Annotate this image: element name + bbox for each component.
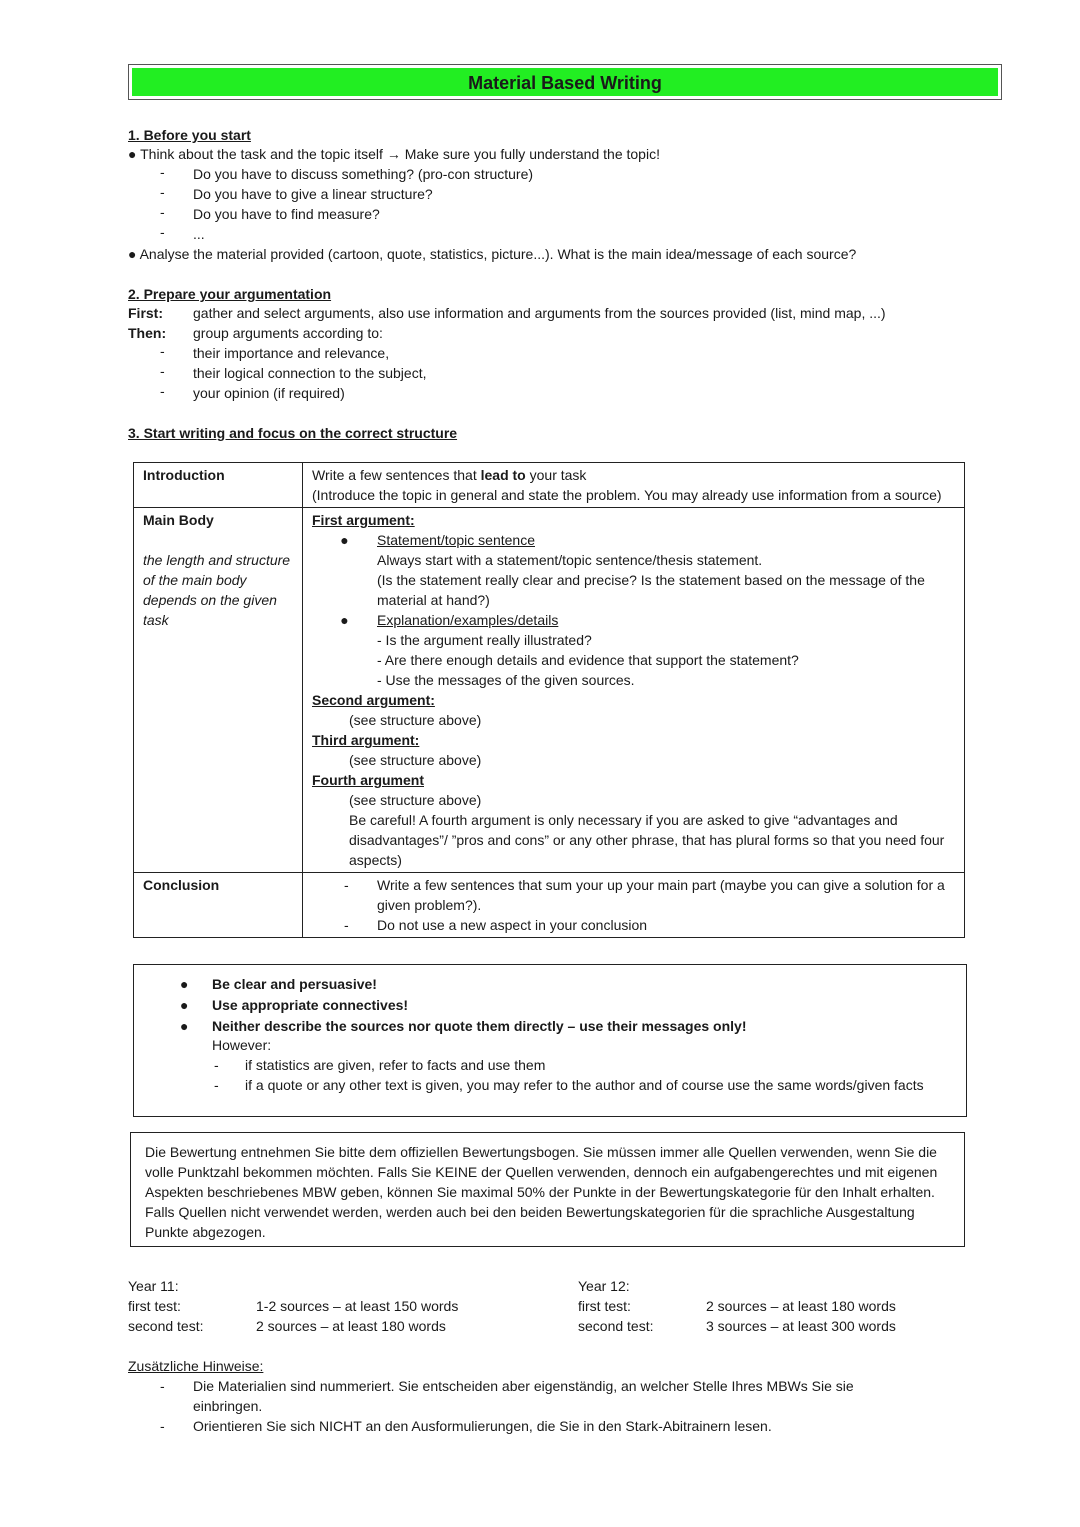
section1-bullet1-pre: Think about the task and the topic itself: [140, 146, 387, 162]
german-note: Die Bewertung entnehmen Sie bitte dem offiziellen Bewertungsbogen. Sie müssen immer alle Quellen verwenden, wenn Sie die volle Punktzahl bekommen möchten. Falls Sie KEINE der Quellen verwenden, dennoch ein aufgabengerechtes und mit eigenen Aspekten beschriebenes MBW geben, können Sie maximal 50% der Punkte in der Bewertungskategorie für den Inhalt erhalten. Falls Quellen nicht verwendet werden, werden auch bei den beiden Bewertungskategorien für die sprachliche Ausgestaltung Punkte abgezogen.: [145, 1144, 938, 1240]
section1-bullet2-text: Analyse the material provided (cartoon, quote, statistics, picture...). What is the main idea/message of each source?: [139, 246, 857, 262]
main-label: Main Body: [143, 512, 214, 528]
intro-bold: lead to: [480, 467, 526, 483]
conclusion-label: Conclusion: [134, 873, 303, 938]
fourth-text: (see structure above): [349, 792, 482, 808]
dash-icon: -: [160, 224, 165, 240]
then-label: Then:: [128, 325, 167, 341]
conclusion-cell: [303, 873, 965, 938]
explanation-item: - Are there enough details and evidence that support the statement?: [377, 652, 799, 668]
section1-item: ...: [193, 226, 205, 242]
intro-line2: (Introduce the topic in general and state the problem. You may already use information from a source): [312, 487, 942, 503]
dash-icon: -: [214, 1057, 219, 1073]
section2-item: your opinion (if required): [193, 385, 345, 401]
first-label: First:: [128, 305, 163, 321]
bullet-icon: ●: [128, 146, 137, 162]
second-text: (see structure above): [349, 712, 482, 728]
year12-label: Year 12:: [578, 1278, 630, 1294]
table-row: [134, 463, 965, 508]
second-argument: Second argument:: [312, 692, 435, 708]
bullet-icon: ●: [180, 976, 189, 992]
section1-item: Do you have to give a linear structure?: [193, 186, 433, 202]
dash-icon: -: [214, 1077, 219, 1093]
statement-line1: Always start with a statement/topic sentence/thesis statement.: [377, 552, 763, 568]
bullet-icon: ●: [340, 532, 349, 548]
section2-item: their importance and relevance,: [193, 345, 390, 361]
year12-first: 2 sources – at least 180 words: [706, 1298, 896, 1314]
year12-first-label: first test:: [578, 1298, 631, 1314]
fourth-note: Be careful! A fourth argument is only necessary if you are asked to give “advantages and disadvantages”/ ”pros and cons” or any other phrase, that has plural forms so that you need four aspects): [349, 812, 945, 868]
year12-second-label: second test:: [578, 1318, 654, 1334]
conclusion-item: [312, 915, 955, 935]
table-row: [134, 508, 965, 873]
year11-second-label: second test:: [128, 1318, 204, 1334]
explanation-item: - Is the argument really illustrated?: [377, 632, 592, 648]
intro-cell: [303, 463, 965, 508]
intro-label: Introduction: [134, 463, 303, 508]
arrow-right-icon: →: [386, 146, 401, 162]
intro-post: your task: [525, 467, 587, 483]
section1-item: Do you have to discuss something? (pro-con structure): [193, 166, 534, 182]
explanation-head: Explanation/examples/details: [377, 612, 559, 628]
however-label: However:: [212, 1037, 272, 1053]
section2-item: their logical connection to the subject,: [193, 365, 427, 381]
title-box: [128, 64, 1002, 100]
tips-box: [133, 964, 967, 1117]
structure-table: [133, 462, 965, 938]
bullet-icon: ●: [128, 246, 137, 262]
year11-second: 2 sources – at least 180 words: [256, 1318, 446, 1334]
explanation-bullet: [312, 610, 955, 630]
intro-line1: [312, 465, 955, 485]
dash-icon: -: [160, 184, 165, 200]
section1-item: Do you have to find measure?: [193, 206, 380, 222]
year11-first: 1-2 sources – at least 150 words: [256, 1298, 459, 1314]
section1-bullet1: [128, 144, 660, 164]
bullet-icon: ●: [340, 612, 349, 628]
dash-icon: -: [160, 164, 165, 180]
dash-icon: -: [160, 204, 165, 220]
tip-sub: if statistics are given, refer to facts and use them: [245, 1057, 546, 1073]
then-text: group arguments according to:: [193, 325, 383, 341]
main-body-cell: [134, 508, 303, 873]
section1-bullet2: [128, 244, 856, 264]
dash-icon: -: [344, 917, 349, 933]
explanation-item: - Use the messages of the given sources.: [377, 672, 635, 688]
extra-item: Die Materialien sind nummeriert. Sie entscheiden aber eigenständig, an welcher Stelle Ihres MBWs Sie sie einbringen.: [193, 1378, 854, 1414]
page-title: Material Based Writing: [132, 68, 998, 96]
year12-second: 3 sources – at least 300 words: [706, 1318, 896, 1334]
tip-sub: if a quote or any other text is given, you may refer to the author and of course use the same words/given facts: [245, 1077, 924, 1093]
section1-bullet1-post: Make sure you fully understand the topic!: [400, 146, 660, 162]
bullet-icon: ●: [180, 1018, 189, 1034]
dash-icon: -: [160, 363, 165, 379]
statement-line2: (Is the statement really clear and precise? Is the statement based on the message of the material at hand?): [377, 572, 925, 608]
statement-head: Statement/topic sentence: [377, 532, 535, 548]
first-text: gather and select arguments, also use information and arguments from the sources provided (list, mind map, ...): [193, 305, 886, 321]
year11-label: Year 11:: [128, 1278, 179, 1294]
dash-icon: -: [160, 1378, 165, 1394]
section3-heading: 3. Start writing and focus on the correct structure: [128, 425, 458, 441]
conclusion-text: Do not use a new aspect in your conclusion: [377, 917, 648, 933]
dash-icon: -: [344, 877, 349, 893]
conclusion-item: [312, 875, 955, 915]
tip-item: Use appropriate connectives!: [212, 997, 409, 1013]
year11-first-label: first test:: [128, 1298, 181, 1314]
third-text: (see structure above): [349, 752, 482, 768]
tip-item: Neither describe the sources nor quote them directly – use their messages only!: [212, 1018, 747, 1034]
section1-heading: 1. Before you start: [128, 127, 251, 143]
tip-item: Be clear and persuasive!: [212, 976, 377, 992]
first-argument: First argument:: [312, 512, 415, 528]
main-content-cell: [303, 508, 965, 873]
main-note: the length and structure of the main body depends on the given task: [143, 552, 291, 628]
bullet-icon: ●: [180, 997, 189, 1013]
conclusion-text: Write a few sentences that sum your up your main part (maybe you can give a solution for a given problem?).: [377, 877, 945, 913]
dash-icon: -: [160, 343, 165, 359]
statement-bullet: [312, 530, 955, 550]
table-row: [134, 873, 965, 938]
intro-pre: Write a few sentences that: [312, 467, 481, 483]
fourth-argument: Fourth argument: [312, 772, 424, 788]
dash-icon: -: [160, 383, 165, 399]
dash-icon: -: [160, 1418, 165, 1434]
extra-heading: Zusätzliche Hinweise:: [128, 1358, 264, 1374]
extra-item: Orientieren Sie sich NICHT an den Ausformulierungen, die Sie in den Stark-Abitrainern lesen.: [193, 1418, 772, 1434]
section2-heading: 2. Prepare your argumentation: [128, 286, 332, 302]
german-note-box: [130, 1132, 965, 1247]
third-argument: Third argument:: [312, 732, 420, 748]
